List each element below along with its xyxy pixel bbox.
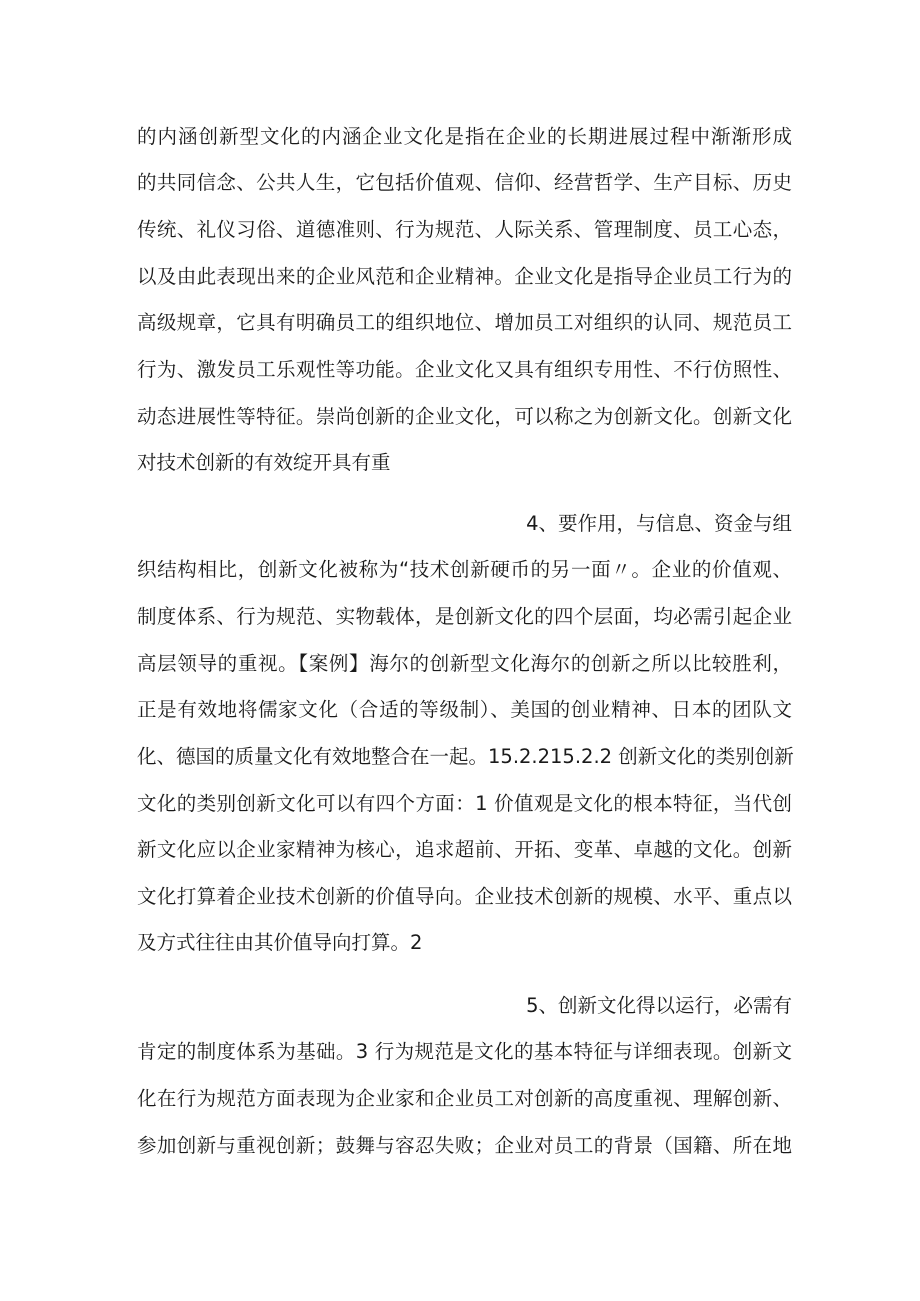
text-line: 化、德国的质量文化有效地整合在一起。15.2.215.2.2 创新文化的类别创新 xyxy=(137,745,794,768)
text-line: 参加创新与重视创新；鼓舞与容忍失败；企业对员工的背景（国籍、所在地 xyxy=(137,1134,792,1157)
text-line: 及方式往往由其价值导向打算。2 xyxy=(137,931,423,954)
text-line: 化在行为规范方面表现为企业家和企业员工对创新的高度重视、理解创新、 xyxy=(137,1087,792,1110)
text-line: 动态进展性等特征。崇尚创新的企业文化，可以称之为创新文化。创新文化 xyxy=(137,405,792,428)
text-line: 肯定的制度体系为基础。3 行为规范是文化的基本特征与详细表现。创新文 xyxy=(137,1040,792,1063)
text-line: 正是有效地将儒家文化（合适的等级制）、美国的创业精神、日本的团队文 xyxy=(137,698,792,721)
text-line: 对技术创新的有效绽开具有重 xyxy=(137,451,391,474)
text-line: 制度体系、行为规范、实物载体，是创新文化的四个层面，均必需引起企业 xyxy=(137,605,792,628)
text-line: 文化打算着企业技术创新的价值导向。企业技术创新的规模、水平、重点以 xyxy=(137,885,792,908)
numbered-line: 5、创新文化得以运行，必需有 xyxy=(526,994,792,1017)
text-line: 传统、礼仪习俗、道德准则、行为规范、人际关系、管理制度、员工心态， xyxy=(137,218,792,241)
text-line: 新文化应以企业家精神为核心，追求超前、开拓、变革、卓越的文化。创新 xyxy=(137,838,792,861)
text-line: 的共同信念、公共人生，它包括价值观、信仰、经营哲学、生产目标、历史 xyxy=(137,171,792,194)
text-line: 高层领导的重视。【案例】海尔的创新型文化海尔的创新之所以比较胜利， xyxy=(137,652,792,675)
numbered-line: 4、要作用，与信息、资金与组 xyxy=(526,512,792,535)
text-line: 的内涵创新型文化的内涵企业文化是指在企业的长期进展过程中渐渐形成 xyxy=(137,125,792,148)
text-line: 织结构相比，创新文化被称为“技术创新硬币的另一面〃。企业的价值观、 xyxy=(137,558,792,581)
text-line: 行为、激发员工乐观性等功能。企业文化又具有组织专用性、不行仿照性、 xyxy=(137,358,792,381)
text-line: 以及由此表现出来的企业风范和企业精神。企业文化是指导企业员工行为的 xyxy=(137,265,792,288)
text-line: 文化的类别创新文化可以有四个方面：1 价值观是文化的根本特征，当代创 xyxy=(137,792,792,815)
text-line: 高级规章，它具有明确员工的组织地位、增加员工对组织的认同、规范员工 xyxy=(137,311,792,334)
